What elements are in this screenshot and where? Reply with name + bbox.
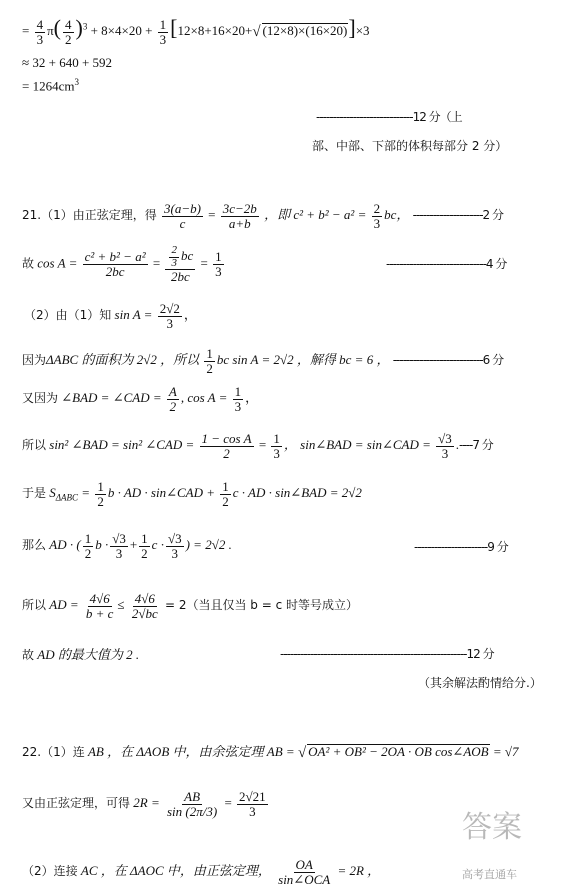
q21-frac2-num: 3c−2b [222,201,257,216]
q21-part1: 21.（1）由正弦定理，得 $\frac{3(a-b)}{c}$ = $\frac{3c-2b}{a+b}$ ，即 c² + b² − a² = $\frac{2}{3}$ bc， ---------------------2 分 [22,201,504,231]
q22-intro-lead: 22.（1）连 [22,745,85,759]
q21-s-expr2: c · AD · sin∠BAD = 2√2 [232,485,362,501]
q21-then: 那么 AD · ( $\frac{1}{2}$ b · $\frac{√3}{3}$ + $\frac{1}{2}$ c · $\frac{√3}{3}$ ) = 2√2 . [22,531,232,561]
watermark-logo: 答案 [462,810,522,845]
q21-sin2-tail: ， sin∠BAD = sin∠CAD = [283,437,431,453]
q21-s-expr: b · AD · sin∠CAD + [107,485,216,501]
q21-sin2-lead: 所以 [22,438,47,453]
q21-max-lead: 故 [22,648,35,662]
q21-ad: 所以 AD = $\frac{4√6}{b + c}$ ≤ $\frac{4√6}{2√bc}$ = 2（当且仅当 b = c 时等号成立） [22,591,359,621]
q22-sine-lead: 又由正弦定理，可得 [22,796,131,811]
q21-area-lead: 因为 [22,353,47,368]
q22-sine-expr: 2R = [133,795,160,811]
q21-then-lead: 那么 [22,538,47,553]
q21-ad-lead: 所以 [22,598,47,613]
q21-frac1-den: c [179,215,186,231]
q22-sine-num: AB [184,789,201,804]
q21-mark-7: ----7 分 [459,438,493,453]
q22-intro-sqrt: OA² + OB² − 2OA · OB cos∠AOB [308,744,489,759]
q21-cos-den: 2bc [105,263,125,279]
watermark-text: 高考直通车 [462,868,517,881]
formula-line-1: = $\frac{4}{3}$ π( $\frac{4}{2}$ )$^3$ + 8×4×20 + $\frac{1}{3}$ [12×8+16×20+√ (12×8)×(16×20)]×3 [22,15,370,47]
q21-part2-expr: sin A = [114,307,153,323]
q21-intro: 21.（1）由正弦定理，得 [22,208,157,223]
formula-line-1-sqrt: (12×8)×(16×20) [262,23,348,38]
q21-sin2-num: 1 − cos A [201,431,252,446]
q22-p2-lead: （2）连接 [22,864,78,879]
q21-part2-lead: （2）由（1）知 [24,308,112,323]
q21-angle: 又因为 ∠BAD = ∠CAD = $\frac{A}{2}$ , cos A = $\frac{1}{3}$ ， [22,384,259,414]
q21-mark-2: ---------------------2 分 [412,208,504,223]
q21-area-expr: bc sin A = 2√2 ，解得 bc = 6 ， [216,352,390,368]
q21-cos-lead: 故 [22,256,35,271]
score-marks-12: -----------------------------12 分（上 [316,110,462,124]
q22-sine: 又由正弦定理，可得 2R = $\frac{AB}{\sin (2\pi/3)}$ = $\frac{2√21}{3}$ [22,789,266,819]
q21-area-text: ΔABC 的面积为 2√2 ，所以 [46,352,200,368]
q21-s-lead: 于是 [22,486,47,501]
q21-result: ，即 c² + b² − a² = [264,207,367,223]
q21-angle-lead: 又因为 [22,391,59,406]
formula-line-3: = $1264cm^3$ [22,77,79,94]
q21-result-tail: bc， [384,207,410,223]
q21-mark-9: ----------------------9 分 [414,540,508,554]
q22-intro-res: = √7 [492,744,519,759]
q21-other: （其余解法酌情给分.） [418,676,542,690]
q22-p2-tail: = 2R ， [337,863,381,879]
q22-p2-den: sin∠OCA [278,871,331,887]
q21-mark-4: ------------------------------4 分 [386,257,507,271]
q22-intro: 22.（1）连 AB ，在 ΔAOB 中，由余弦定理 AB = √ OA² + OB² − 2OA · OB cos∠AOB = √7 [22,744,519,761]
q22-intro-expr: AB = [266,744,295,759]
q21-cos-label: cos A = [37,255,78,271]
q21-frac2-den: a+b [228,215,251,231]
q21-cos: 故 cos A = $\frac{\text{c² + b² − a²}}{2bc}$ = $\frac{2}{3}$ bc 2bc = $\frac{1}{3}$ [22,244,222,285]
q21-mark-6: ---------------------------6 分 [392,353,504,368]
q21-max [22,648,139,662]
q21-max-expr: AD 的最大值为 2 . [37,647,140,662]
q21-part2: （2）由（1）知 sin A = $\frac{2√2}{3}$ ， [24,301,197,331]
q21-s: 于是 $S_{\Delta ABC}$ = $\frac{1}{2}$ b · AD · sin∠CAD + $\frac{1}{2}$ c · AD · sin∠BAD = 2√2 [22,479,362,509]
formula-line-1-tail: + 8×4×20 + [90,23,153,38]
q21-ad-note: = 2（当且仅当 b = c 时等号成立） [164,598,359,613]
q21-ad-expr: AD = [49,597,79,613]
formula-line-2: ≈ 32 + 640 + 592 [22,55,113,70]
q21-mark-12: --------------------------------------------------------12 分 [280,647,494,661]
q21-cos-num: c² + b² − a² [84,249,146,265]
q22-part2 [22,858,380,886]
q22-sine-den: sin (2π/3) [166,803,218,819]
q21-then-expr: AD · ( [49,537,81,553]
q22-intro-ab: AB ，在 ΔAOB 中，由余弦定理 [87,744,264,759]
score-note: 部、中部、下部的体积每部分 2 分） [312,139,508,153]
q22-p2-num: OA [295,857,313,872]
q22-p2-text: AC ，在 ΔAOC 中，由正弦定理， [80,863,271,879]
q21-angle-expr: ∠BAD = ∠CAD = [61,390,162,406]
q21-sin2: 所以 sin² ∠BAD = sin² ∠CAD = $\frac{\text{1 − cos A}}{2}$ = $\frac{1}{3}$ ， sin∠BAD = sin∠CAD = $\frac{√3}{3}$ .----7 分 [22,431,493,461]
q21-angle-tail: , cos A = [180,390,228,406]
formula-line-1-end: ×3 [355,23,370,38]
q21-area: 因为ΔABC 的面积为 2√2 ，所以 $\frac{1}{2}$ bc sin A = 2√2 ，解得 bc = 6 ， ---------------------------6 分 [22,346,504,376]
q21-frac1-num: 3(a−b) [163,201,201,216]
formula-line-1-bracket: 12×8+16×20+ [177,23,253,38]
q21-sin2-expr: sin² ∠BAD = sin² ∠CAD = [49,437,195,453]
formula-line-3-text: = 1264cm [22,78,75,94]
q21-then-tail: ) = 2√2 . [185,537,232,553]
